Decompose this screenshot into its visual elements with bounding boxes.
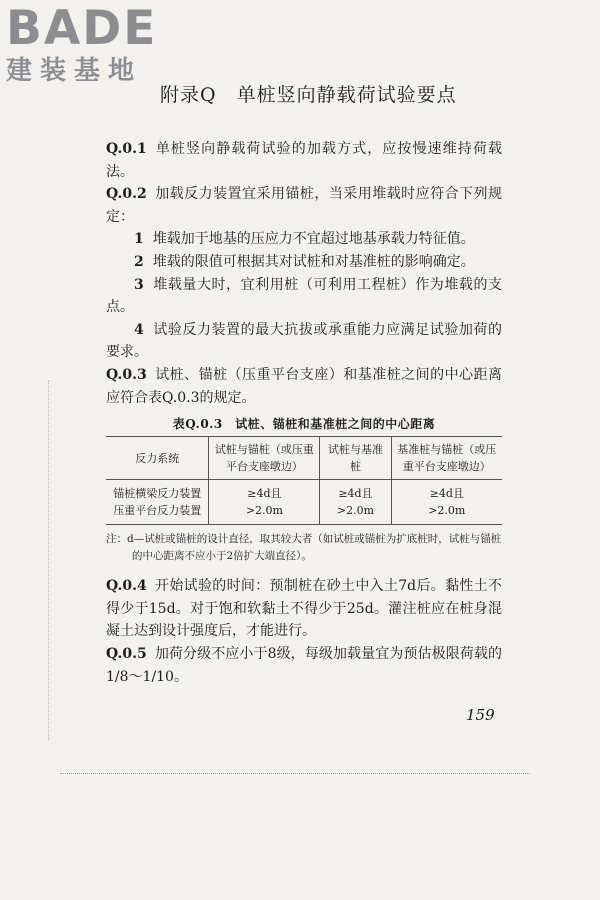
clause-q02-item-4 (106, 319, 502, 364)
table-cell (320, 480, 391, 525)
logo-brand: BADE (6, 1, 158, 56)
cell-line: >2.0m (428, 504, 466, 518)
clause-q02-item-2 (106, 251, 502, 274)
spacing-table (106, 436, 502, 525)
clause-text: 开始试验的时间：预制桩在砂土中入土7d后。黏性土不得少于15d。对于饱和软黏土不得少于25d。灌注桩应在桩身混凝土达到设计强度后，才能进行。 (106, 578, 502, 640)
table-cell (106, 480, 209, 525)
clause-q03 (106, 364, 502, 409)
clause-q04 (106, 575, 502, 643)
clause-q01 (106, 138, 502, 183)
clause-text: 加载反力装置宜采用锚桩，当采用堆载时应符合下列规定： (106, 186, 502, 225)
clause-number: Q.0.2 (106, 186, 147, 203)
clause-q02-item-3 (106, 274, 502, 319)
table-header-row (106, 437, 502, 480)
table-cell (391, 480, 502, 525)
table-header-cell: 基准桩与锚桩（或压重平台支座墩边） (391, 437, 502, 480)
logo-subtitle: 建装基地 (6, 56, 143, 86)
page-title: 附录Q 单桩竖向静载荷试验要点 (160, 84, 457, 106)
table-row (106, 480, 502, 525)
cell-line: ≥4d且 (429, 487, 464, 501)
clause-q02 (106, 183, 502, 228)
item-text: 试验反力装置的最大抗拔或承重能力应满足试验加荷的要求。 (106, 321, 502, 361)
cell-line: >2.0m (245, 504, 283, 518)
table-header-cell: 试桩与基准桩 (320, 437, 391, 480)
clause-number: Q.0.5 (106, 645, 147, 662)
cell-line: ≥4d且 (338, 487, 373, 501)
clause-q05 (106, 643, 502, 688)
clause-text: 单桩竖向静载荷试验的加载方式，应按慢速维持荷载法。 (106, 141, 502, 180)
clause-number: Q.0.4 (106, 578, 147, 595)
cell-line: ≥4d且 (247, 487, 282, 501)
item-number: 4 (134, 321, 144, 338)
scan-artifact-edge (48, 380, 49, 740)
cell-line: 压重平台反力装置 (113, 504, 202, 518)
page-number: 159 (466, 706, 495, 724)
item-text: 堆载加于地基的压应力不宜超过地基承载力特征值。 (152, 231, 475, 248)
clause-q02-item-1 (106, 228, 502, 251)
clause-text: 试桩、锚桩（压重平台支座）和基准桩之间的中心距离应符合表Q.0.3的规定。 (106, 366, 502, 406)
clause-number: Q.0.1 (106, 141, 147, 157)
table-note: 注：d—试桩或锚桩的设计直径，取其较大者（如试桩或锚桩为扩底桩时，试桩与锚桩的中心距离不应小于2倍扩大端直径）。 (106, 533, 502, 563)
item-text: 堆载的限值可根据其对试桩和对基准桩的影响确定。 (152, 253, 475, 270)
table-cell (209, 480, 320, 525)
item-number: 3 (134, 276, 144, 293)
item-text: 堆载量大时，宜利用桩（可利用工程桩）作为堆载的支点。 (106, 276, 502, 316)
clause-text: 加荷分级不应小于8级，每级加载量宜为预估极限荷载的1/8～1/10。 (106, 645, 502, 685)
clause-number: Q.0.3 (106, 366, 147, 383)
watermark-logo (6, 1, 181, 86)
cell-line: >2.0m (336, 504, 375, 518)
cell-line: 锚桩横梁反力装置 (113, 487, 202, 501)
scan-artifact-line (60, 773, 530, 774)
table-header-cell: 试桩与锚桩（或压重平台支座墩边） (209, 437, 320, 480)
table-caption: 表Q.0.3 试桩、锚桩和基准桩之间的中心距离 (172, 417, 436, 432)
item-number: 1 (134, 231, 144, 248)
document-body (106, 138, 502, 688)
table-header-cell: 反力系统 (106, 437, 209, 480)
item-number: 2 (134, 253, 144, 270)
